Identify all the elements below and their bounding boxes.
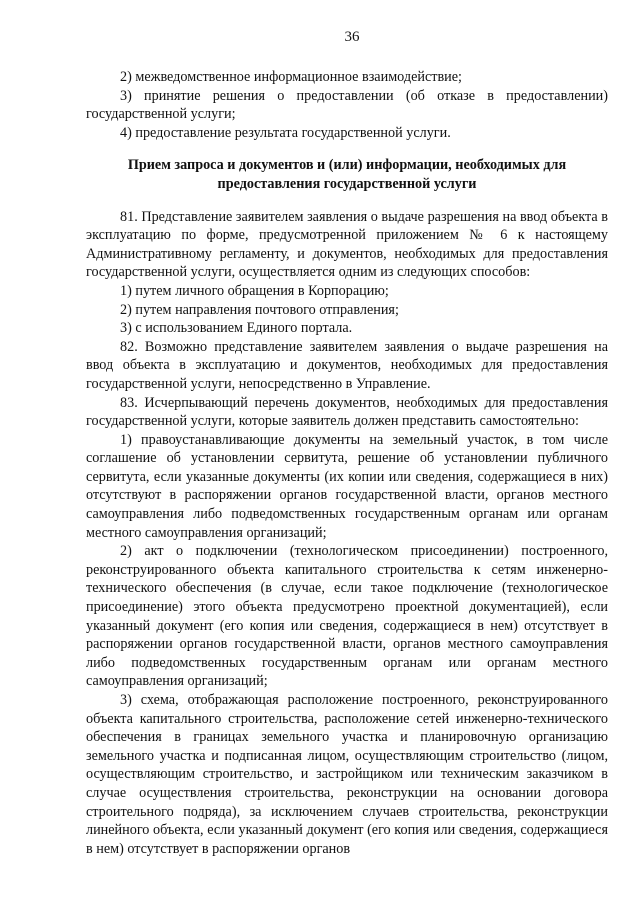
list-item-interagency: 2) межведомственное информационное взаимодействие; [120,69,462,85]
list-item-connection-act: 2) акт о подключении (технологическом присоединении) построенного, реконструированного объекта капитального строительства к сетям инженерно-технического обеспечения (в случае, если такое подключение (технологическое присоединение) этого объекта предусмотрено проектной документацией), если указанный документ (его копия или сведения, содержащиеся в нем) отсутствует в распоряжении органов государственной власти, органов местного самоуправления либо подведомственных государственным органам или органам местного самоуправления организаций; [86,543,608,690]
list-item-site-scheme: 3) схема, отображающая расположение построенного, реконструированного объекта капитального строительства, расположение сетей инженерно-технического обеспечения в границах земельного участка и планировочную организацию земельного участка и подписанная лицом, осуществляющим строительство (лицом, осуществляющим строительство, и застройщиком или техническим заказчиком в случае осуществления строительства, реконструкции на основании договора строительного подряда), за исключением случаев строительства, реконструкции линейного объекта, если указанный документ (его копия или сведения, содержащиеся в нем) отсутствует в распоряжении органов [86,692,608,857]
paragraph-83: 83. Исчерпывающий перечень документов, необходимых для предоставления государственной услуги, которые заявитель должен представить самостоятельно: [86,394,608,430]
list-item-land-documents: 1) правоустанавливающие документы на земельный участок, в том числе соглашение об установлении сервитута, решение об установлении публичного сервитута, если указанные документы (их копии или сведения, содержащиеся в них) отсутствуют в распоряжении органов государственной власти, органов местного самоуправления либо подведомственных государственным органам или органам местного самоуправления организаций; [86,431,608,541]
list-item-personal-visit: 1) путем личного обращения в Корпорацию; [120,282,389,299]
section-heading: Прием запроса и документов и (или) информации, необходимых для предоставления государственной услуги [127,157,567,192]
paragraph-81: 81. Представление заявителем заявления о выдаче разрешения на ввод объекта в эксплуатацию по форме, предусмотренной приложением № 6 к настоящему Административному регламенту, и документов, необходимых для предоставления государственной услуги, осуществляется одним из следующих способов: [86,208,608,281]
page-number: 36 [344,29,360,45]
list-item-postal: 2) путем направления почтового отправления; [120,301,399,318]
list-item-portal: 3) с использованием Единого портала. [120,320,353,337]
paragraph-82: 82. Возможно представление заявителем заявления о выдаче разрешения на ввод объекта в эксплуатацию и документов, необходимых для предоставления государственной услуги, непосредственно в Управление. [86,338,608,392]
list-item-result: 4) предоставление результата государственной услуги. [120,124,451,141]
list-item-decision: 3) принятие решения о предоставлении (об отказе в предоставлении) государственной услуги; [86,87,608,123]
